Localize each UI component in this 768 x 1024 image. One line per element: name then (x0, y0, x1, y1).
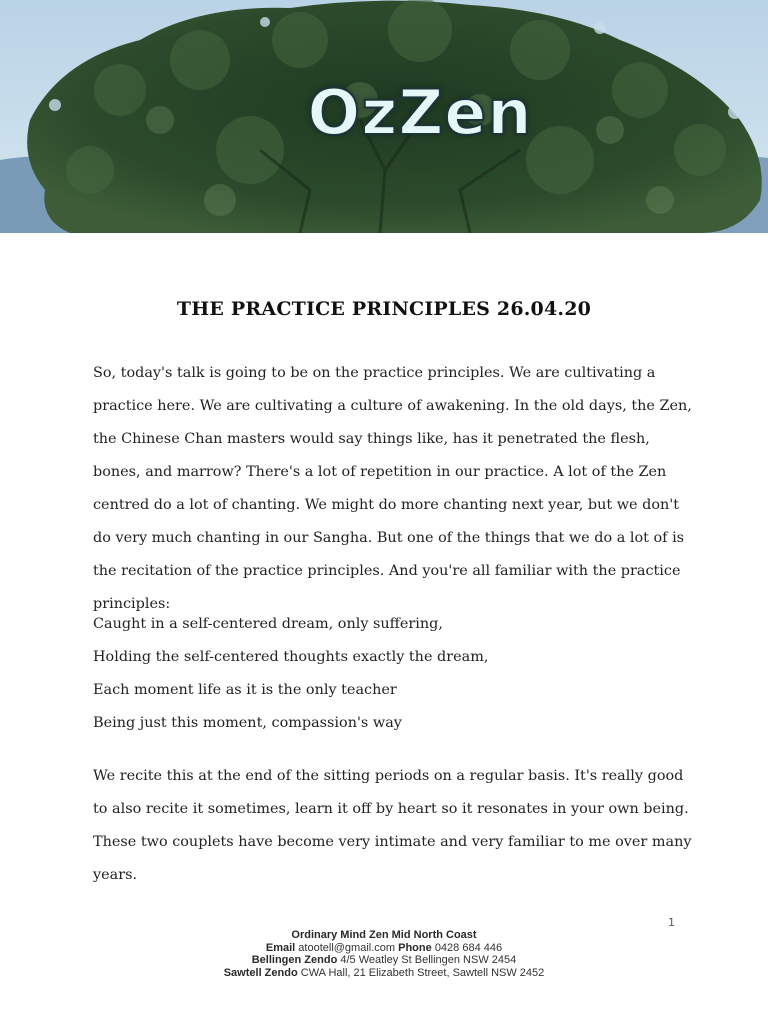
document-title: THE PRACTICE PRINCIPLES 26.04.20 (176, 298, 592, 320)
footer-sawtell-label: Sawtell Zendo (223, 966, 298, 979)
ozzen-logo-text: OzZen (307, 76, 533, 149)
footer-sawtell-address: CWA Hall, 21 Elizabeth Street, Sawtell NSW 2452 (300, 966, 545, 979)
paragraph-recitation: We recite this at the end of the sitting periods on a regular basis. It's really good to also recite it sometimes, learn it off by heart so it resonates in your own being. These two couplets have become very intimate and very familiar to me over many years. (93, 768, 692, 883)
footer-email[interactable]: atootell@gmail.com (298, 941, 396, 954)
footer-phone-label: Phone (398, 941, 432, 954)
footer-bellingen-address: 4/5 Weatley St Bellingen NSW 2454 (340, 954, 517, 966)
practice-principles-verse (93, 608, 693, 740)
page-number: 1 (668, 916, 675, 929)
verse-line: Each moment life as it is the only teacher (93, 682, 397, 698)
footer-email-label: Email (265, 941, 296, 954)
verse-line: Being just this moment, compassion's way (93, 715, 402, 731)
header-banner-image (0, 0, 768, 233)
footer-bellingen-label: Bellingen Zendo (251, 954, 338, 966)
verse-line: Caught in a self-centered dream, only suffering, (93, 616, 443, 632)
footer-org-name: Ordinary Mind Zen Mid North Coast (291, 929, 477, 941)
footer-contact (0, 929, 768, 979)
paragraph-intro: So, today's talk is going to be on the practice principles. We are cultivating a practice here. We are cultivating a culture of awakening. In the old days, the Zen, the Chinese Chan masters would say things like, has it penetrated the flesh, bones, and marrow? There's a lot of repetition in our practice. A lot of the Zen centred do a lot of chanting. We might do more chanting next year, but we don't do very much chanting in our Sangha. But one of the things that we do a lot of is the recitation of the practice principles. And you're all familiar with the practice principles: (93, 365, 692, 612)
verse-line: Holding the self-centered thoughts exactly the dream, (93, 649, 489, 665)
footer-phone: 0428 684 446 (434, 941, 503, 954)
